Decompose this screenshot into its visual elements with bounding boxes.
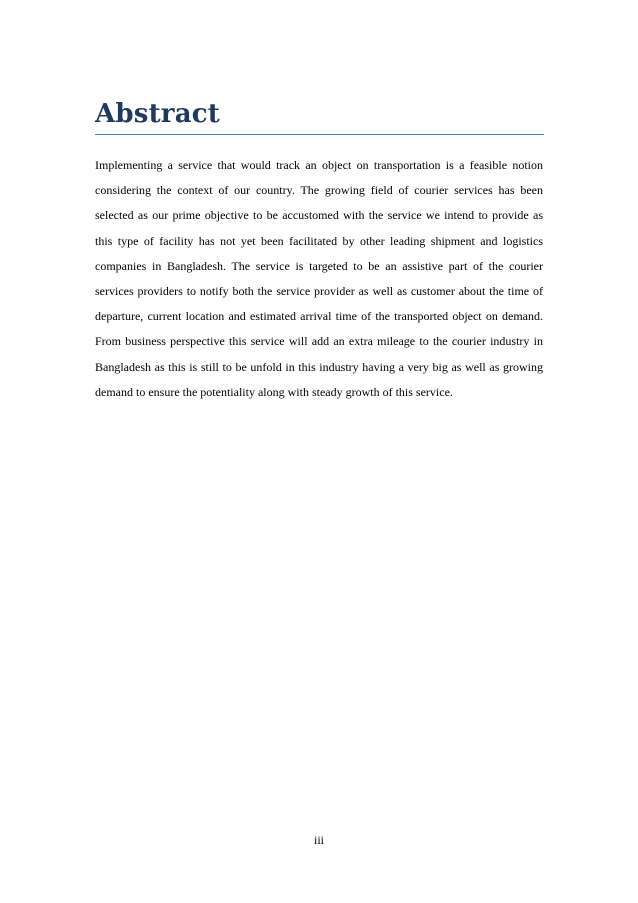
heading-rule: [95, 134, 544, 135]
abstract-paragraph: Implementing a service that would track an object on transportation is a feasible notion considering the context of our country. The growing field of courier services has been selected as our prime objective to be accustomed with the service we intend to provide as this type of facility has not yet been facilitated by other leading shipment and logistics companies in Bangladesh. The service is targeted to be an assistive part of the courier services providers to notify both the service provider as well as customer about the time of departure, current location and estimated arrival time of the transported object on demand. From business perspective this service will add an extra mileage to the courier industry in Bangladesh as this is still to be unfold in this industry having a very big as well as growing demand to ensure the potentiality along with steady growth of this service.: [95, 158, 543, 399]
page-number: iii: [313, 833, 324, 847]
page-title: Abstract: [95, 99, 220, 129]
